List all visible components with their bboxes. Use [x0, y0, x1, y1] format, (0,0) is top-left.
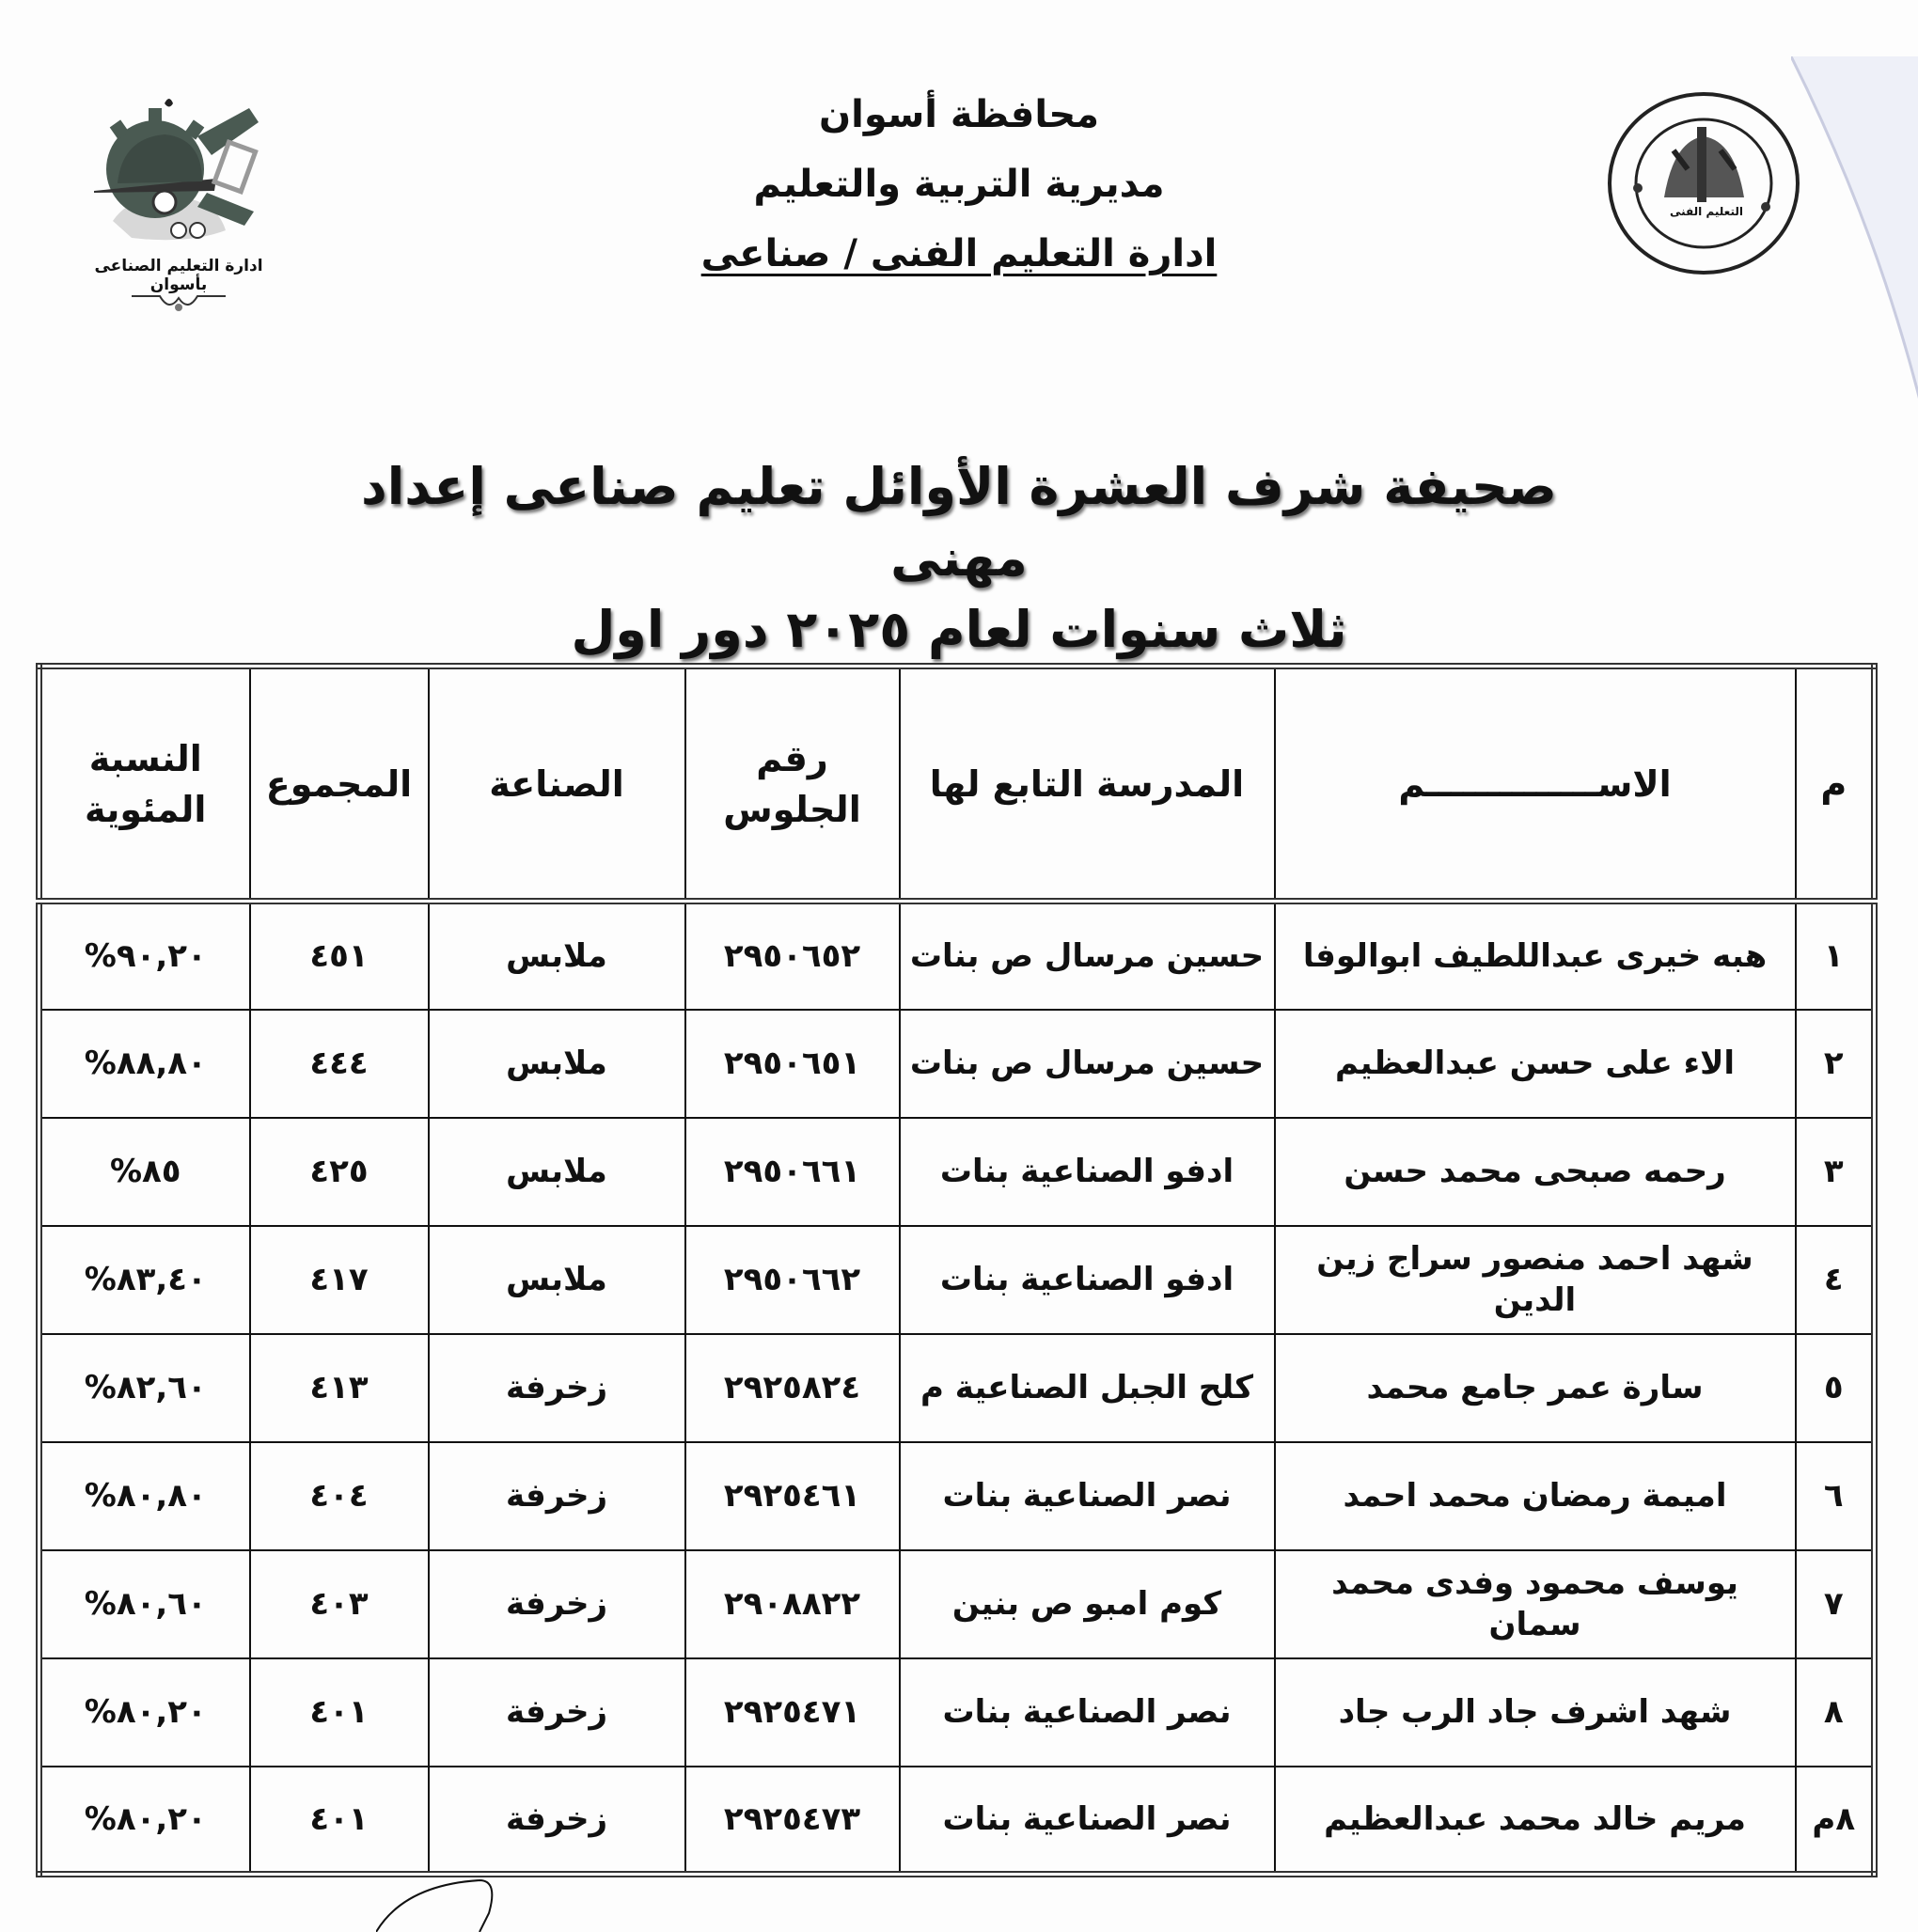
governorate-name: محافظة أسوان [819, 93, 1099, 136]
school-name: كلح الجبل الصناعية م [900, 1334, 1275, 1442]
document-title [338, 451, 1580, 666]
total-score: ٤٠١ [250, 1658, 429, 1767]
table-row [39, 1010, 1875, 1118]
table-row [39, 1550, 1875, 1658]
school-name: نصر الصناعية بنات [900, 1442, 1275, 1550]
header-total: المجموع [250, 667, 429, 902]
header-trade: الصناعة [429, 667, 685, 902]
header-name: الاســــــــــــــم [1275, 667, 1796, 902]
percentage: %٨٣,٤٠ [39, 1226, 250, 1334]
percentage: %٨٨,٨٠ [39, 1010, 250, 1118]
row-num: ٦ [1796, 1442, 1875, 1550]
total-score: ٤١٧ [250, 1226, 429, 1334]
seat-number: ٢٩٥٠٦٦١ [685, 1118, 900, 1226]
percentage: %٨٠,٦٠ [39, 1550, 250, 1658]
row-num: ١ [1796, 902, 1875, 1010]
trade: زخرفة [429, 1767, 685, 1875]
percentage: %٨٠,٢٠ [39, 1658, 250, 1767]
row-num: ٤ [1796, 1226, 1875, 1334]
row-num: ٧ [1796, 1550, 1875, 1658]
row-num: ٣ [1796, 1118, 1875, 1226]
paper-edge-shadow [1791, 56, 1918, 451]
school-name: كوم امبو ص بنين [900, 1550, 1275, 1658]
total-score: ٤٠٤ [250, 1442, 429, 1550]
student-name: شهد اشرف جاد الرب جاد [1275, 1658, 1796, 1767]
student-name: يوسف محمود وفدى محمد سمان [1275, 1550, 1796, 1658]
percentage: %٩٠,٢٠ [39, 902, 250, 1010]
title-line-1: صحيفة شرف العشرة الأوائل تعليم صناعى إعداد مهنى [361, 457, 1557, 588]
trade: زخرفة [429, 1658, 685, 1767]
seat-number: ٢٩٠٨٨٢٢ [685, 1550, 900, 1658]
student-name: رحمه صبحى محمد حسن [1275, 1118, 1796, 1226]
table-row [39, 1226, 1875, 1334]
table-row [39, 902, 1875, 1010]
percentage: %٨٢,٦٠ [39, 1334, 250, 1442]
seat-number: ٢٩٢٥٤٧١ [685, 1658, 900, 1767]
school-name: حسين مرسال ص بنات [900, 1010, 1275, 1118]
header-pct-line1: النسبة [88, 737, 202, 779]
industrial-education-logo [75, 80, 282, 324]
header-seat-line2: الجلوس [723, 788, 861, 830]
total-score: ٤٠١ [250, 1767, 429, 1875]
school-name: حسين مرسال ص بنات [900, 902, 1275, 1010]
trade: ملابس [429, 1010, 685, 1118]
student-name: الاء على حسن عبدالعظيم [1275, 1010, 1796, 1118]
trade: زخرفة [429, 1550, 685, 1658]
total-score: ٤٤٤ [250, 1010, 429, 1118]
school-name: ادفو الصناعية بنات [900, 1118, 1275, 1226]
header-school: المدرسة التابع لها [900, 667, 1275, 902]
seat-number: ٢٩٥٠٦٦٢ [685, 1226, 900, 1334]
ornament-icon [132, 289, 226, 317]
table-row [39, 1658, 1875, 1767]
official-round-stamp-icon [1598, 85, 1815, 287]
table-header-row [39, 667, 1875, 902]
school-name: ادفو الصناعية بنات [900, 1226, 1275, 1334]
total-score: ٤٢٥ [250, 1118, 429, 1226]
stamp-center-text: التعليم الفنى [1670, 205, 1743, 218]
trade: زخرفة [429, 1442, 685, 1550]
total-score: ٤١٣ [250, 1334, 429, 1442]
seat-number: ٢٩٢٥٨٢٤ [685, 1334, 900, 1442]
title-line-2: ثلاث سنوات لعام ٢٠٢٥ دور اول [571, 600, 1347, 659]
row-num: ٢ [1796, 1010, 1875, 1118]
school-name: نصر الصناعية بنات [900, 1658, 1275, 1767]
seat-number: ٢٩٢٥٤٦١ [685, 1442, 900, 1550]
percentage: %٨٠,٨٠ [39, 1442, 250, 1550]
handwritten-signature-icon [376, 1876, 564, 1932]
row-num: ٨ [1796, 1658, 1875, 1767]
row-num: ٥ [1796, 1334, 1875, 1442]
official-stamp [1598, 85, 1815, 287]
header-pct-line2: المئوية [85, 788, 207, 830]
logo-caption: ادارة التعليم الصناعى بأسوان [94, 257, 263, 294]
trade: زخرفة [429, 1334, 685, 1442]
header-seat-line1: رقم [756, 737, 828, 779]
student-name: سارة عمر جامع محمد [1275, 1334, 1796, 1442]
directorate-name: مديرية التربية والتعليم [753, 163, 1165, 206]
total-score: ٤٠٣ [250, 1550, 429, 1658]
header-percentage [39, 667, 250, 902]
student-name: اميمة رمضان محمد احمد [1275, 1442, 1796, 1550]
table-row [39, 1442, 1875, 1550]
row-num: ٨م [1796, 1767, 1875, 1875]
table-row [39, 1118, 1875, 1226]
seat-number: ٢٩٥٠٦٥٢ [685, 902, 900, 1010]
student-name: شهد احمد منصور سراج زين الدين [1275, 1226, 1796, 1334]
percentage: %٨٠,٢٠ [39, 1767, 250, 1875]
student-name: مريم خالد محمد عبدالعظيم [1275, 1767, 1796, 1875]
student-name: هبه خيرى عبداللطيف ابوالوفا [1275, 902, 1796, 1010]
seat-number: ٢٩٢٥٤٧٣ [685, 1767, 900, 1875]
header-num: م [1796, 667, 1875, 902]
table-row [39, 1334, 1875, 1442]
document-header [602, 89, 1316, 298]
trade: ملابس [429, 1226, 685, 1334]
header-seat-number [685, 667, 900, 902]
honor-roll-table [36, 663, 1878, 1877]
gear-helmet-wrench-logo-icon [75, 80, 282, 259]
trade: ملابس [429, 902, 685, 1010]
table-row [39, 1767, 1875, 1875]
percentage: %٨٥ [39, 1118, 250, 1226]
seat-number: ٢٩٥٠٦٥١ [685, 1010, 900, 1118]
total-score: ٤٥١ [250, 902, 429, 1010]
trade: ملابس [429, 1118, 685, 1226]
school-name: نصر الصناعية بنات [900, 1767, 1275, 1875]
department-name: ادارة التعليم الفنى / صناعى [700, 232, 1218, 275]
